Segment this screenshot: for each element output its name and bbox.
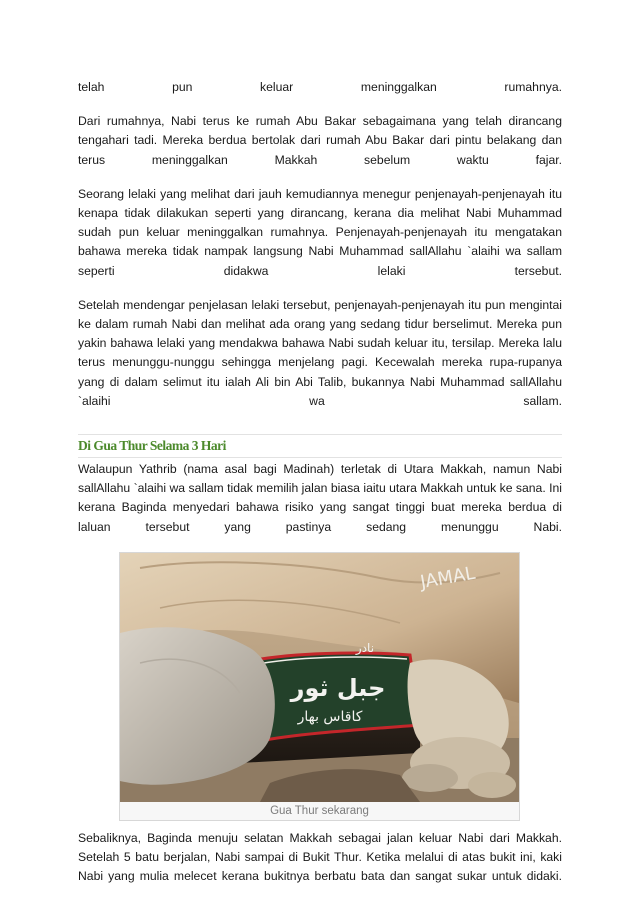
- figure-caption: Gua Thur sekarang: [270, 804, 369, 817]
- figure: [119, 552, 520, 821]
- paragraph: Seorang lelaki yang melihat dari jauh kemudiannya menegur penjenayah-penjenayah itu kenapa tidak dilakukan seperti yang dirancang, kerana dia melihat Nabi Muhammad sudah pun keluar meninggalkan rumahnya. Penjenayah-penjenayah itu mengatakan bahawa mereka tidak nampak langsung Nabi Muhammad sallAllahu `alaihi wa sallam seperti didakwa lelaki tersebut.: [78, 186, 562, 278]
- paragraph: Sebaliknya, Baginda menuju selatan Makkah sebagai jalan keluar Nabi dari Makkah. Setelah 5 batu berjalan, Nabi sampai di Bukit Thur. Ketika melalui di atas bukit ini, kaki Nabi yang mulia melecet kerana bukitnya berbatu bata dan sangat sukar untuk didaki.: [78, 830, 562, 884]
- arabic-top-inscription: نادر: [355, 640, 375, 655]
- rock-graffiti: JAMAL: [418, 562, 477, 593]
- section-heading: Di Gua Thur Selama 3 Hari: [78, 437, 562, 458]
- arabic-sub-inscription: كاقاس بهار: [297, 708, 363, 725]
- paragraph: Setelah mendengar penjelasan lelaki tersebut, penjenayah-penjenayah itu pun mengintai ke dalam rumah Nabi dan melihat ada orang yang sedang tidur berselimut. Mereka pun yakin bahawa lelaki yang mendakwa bahawa Nabi sudah keluar itu, tersilap. Mereka lalu terus menunggu-nunggu sehingga menjelang pagi. Kecewalah mereka rupa-rupanya yang di dalam selimut itu ialah Ali bin Abi Talib, bukannya Nabi Muhammad sallAllahu `alaihi wa sallam.: [78, 297, 562, 408]
- cave-photo: [120, 553, 519, 802]
- paragraph: Walaupun Yathrib (nama asal bagi Madinah) terletak di Utara Makkah, namun Nabi sallAllahu `alaihi wa sallam tidak memilih jalan biasa iaitu utara Makkah untuk ke sana. Ini kerana Baginda menyedari bahawa risiko yang sangat tinggi buat mereka berdua di laluan tersebut yang pastinya sedang menunggu Nabi.: [78, 462, 562, 534]
- section-heading-block: [78, 434, 562, 458]
- arabic-main-inscription: جبل ثور: [290, 673, 386, 702]
- document-page: [78, 78, 562, 901]
- paragraph: telah pun keluar meninggalkan rumahnya.: [78, 80, 562, 94]
- paragraph: Dari rumahnya, Nabi terus ke rumah Abu Bakar sebagaimana yang telah dirancang tengahari tadi. Mereka berdua bertolak dari rumah Abu Bakar dari pintu belakang dan terus meninggalkan Makkah sebelum waktu fajar.: [78, 114, 562, 167]
